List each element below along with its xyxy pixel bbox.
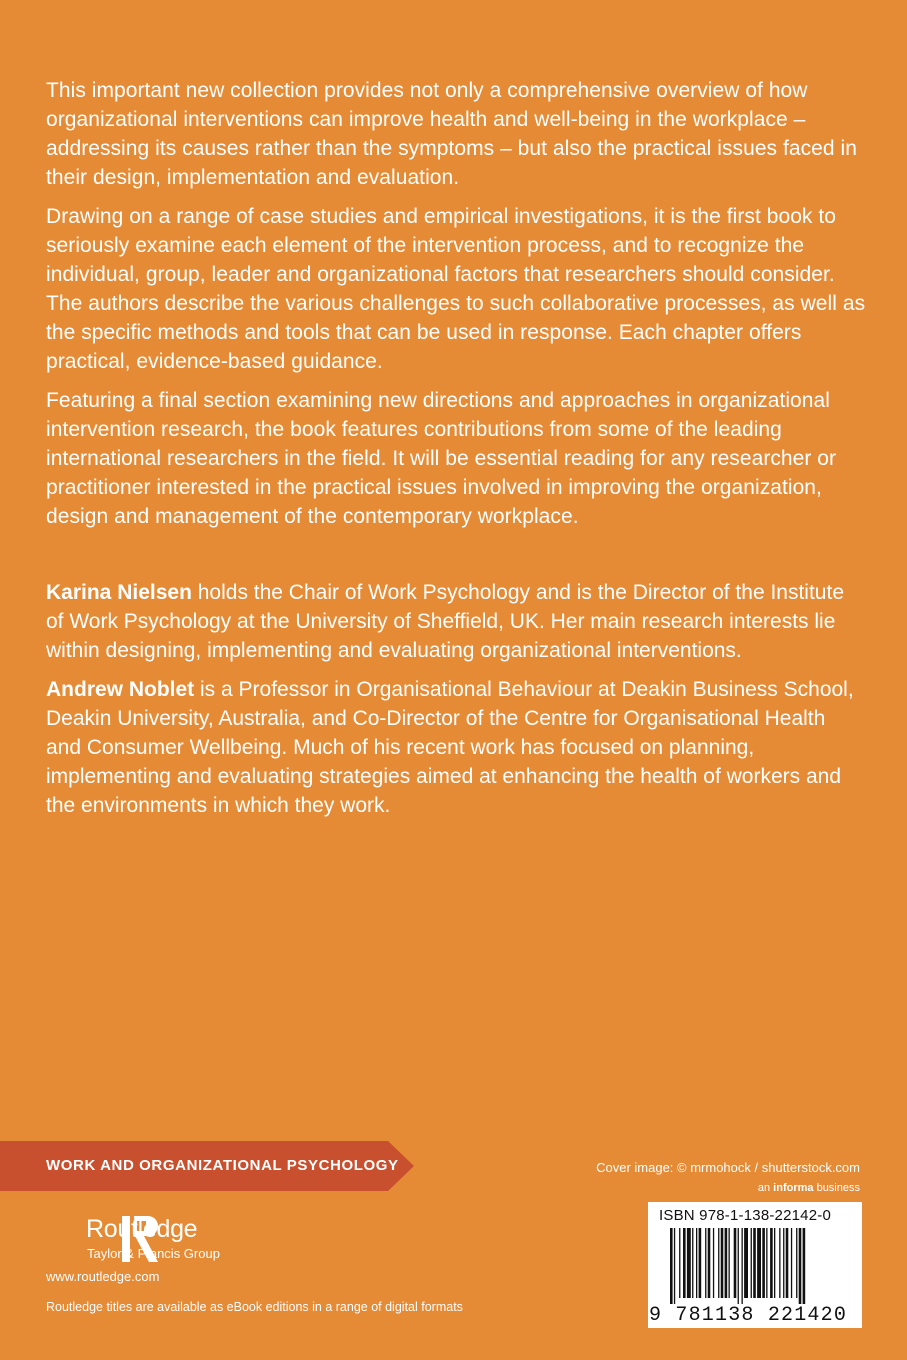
author-bio-1 [46,578,866,665]
barcode-bar [738,1228,739,1304]
barcode-bar [692,1228,693,1298]
barcode-bar [786,1228,789,1298]
barcode-bar [753,1228,756,1298]
barcode-bar [779,1228,780,1298]
barcode-bar [757,1228,761,1298]
publisher-group: Taylor & Francis Group [87,1246,220,1261]
isbn-text: ISBN 978-1-138-22142-0 [659,1207,832,1224]
barcode-bar [705,1228,706,1298]
barcode-bar [796,1228,797,1298]
barcode-bar [729,1228,730,1298]
barcode-bar [744,1228,748,1298]
barcode-bar [674,1228,675,1304]
barcode-bar [770,1228,773,1298]
description-paragraph-3: Featuring a final section examining new directions and approaches in organizational intervention research, the book features contributions from some of the leading international researchers in the field. It will be essential reading for any researcher or practitioner interested in the practical issues involved in improving the organization, design and management of the contemporary workplace. [46,389,837,528]
author-bio-text: holds the Chair of Work Psychology and is the Director of the Institute of Work Psychology at the University of Sheffield, UK. Her main research interests lie within designing, implementing and evaluating organizational interventions. [46,581,845,662]
barcode-bar [734,1228,737,1298]
author-bio-text: is a Professor in Organisational Behaviour at Deakin Business School, Deakin University, Australia, and Co-Director of the Centre for Organisational Health and Consumer Wellbeing. Much of his recent work has focused on planning, implementing and evaluating strategies aimed at enhancing the health of workers and the environments in which they work. [46,678,854,817]
author-name: Karina Nielsen [46,581,192,604]
author-name: Andrew Noblet [46,678,195,701]
book-description [46,76,866,541]
barcode-bar [803,1228,806,1304]
barcode-bar [718,1228,719,1298]
barcode-bar [708,1228,711,1298]
barcode-bar [721,1228,724,1298]
publisher-website[interactable]: www.routledge.com [46,1269,160,1284]
barcode-bar [696,1228,697,1298]
barcode-bar [762,1228,765,1298]
barcode-bar [774,1228,775,1298]
barcode-icon [670,1228,852,1304]
barcode-bar [799,1228,802,1304]
publisher-name: Routledge [86,1215,198,1243]
barcode-bar [766,1228,767,1298]
series-label: WORK AND ORGANIZATIONAL PSYCHOLOGY [46,1157,399,1174]
description-paragraph-1: This important new collection provides not only a comprehensive overview of how organizational interventions can improve health and well-being in the workplace – addressing its causes rather than the symptoms – but also the practical issues faced in their design, implementation and evaluation. [46,79,857,189]
description-paragraph-2: Drawing on a range of case studies and empirical investigations, it is the first book to seriously examine each element of the intervention process, and to recognize the individual, group, leader and organizational factors that researchers should consider. The authors describe the various challenges to such collaborative processes, as well as the specific methods and tools that can be used in response. Each chapter offers practical, evidence-based guidance. [46,205,866,373]
ebook-note: Routledge titles are available as eBook editions in a range of digital formats [46,1300,463,1314]
barcode-bar [783,1228,784,1298]
barcode-bar [670,1228,673,1304]
barcode-bar [683,1228,686,1298]
author-bios [46,578,866,830]
informa-tagline: an informa business [757,1182,860,1194]
barcode-bar [742,1228,743,1304]
barcode-bar [699,1228,702,1298]
barcode-bar [751,1228,752,1298]
cover-image-credit: Cover image: © mrmohock / shutterstock.com [596,1160,860,1175]
barcode-bar [791,1228,792,1298]
barcode-bar [687,1228,691,1298]
barcode-digits: 9 781138 221420 [649,1304,848,1327]
author-bio-2 [46,675,866,820]
barcode-bar [679,1228,680,1298]
barcode-bar [725,1228,728,1298]
barcode-bar [713,1228,714,1298]
